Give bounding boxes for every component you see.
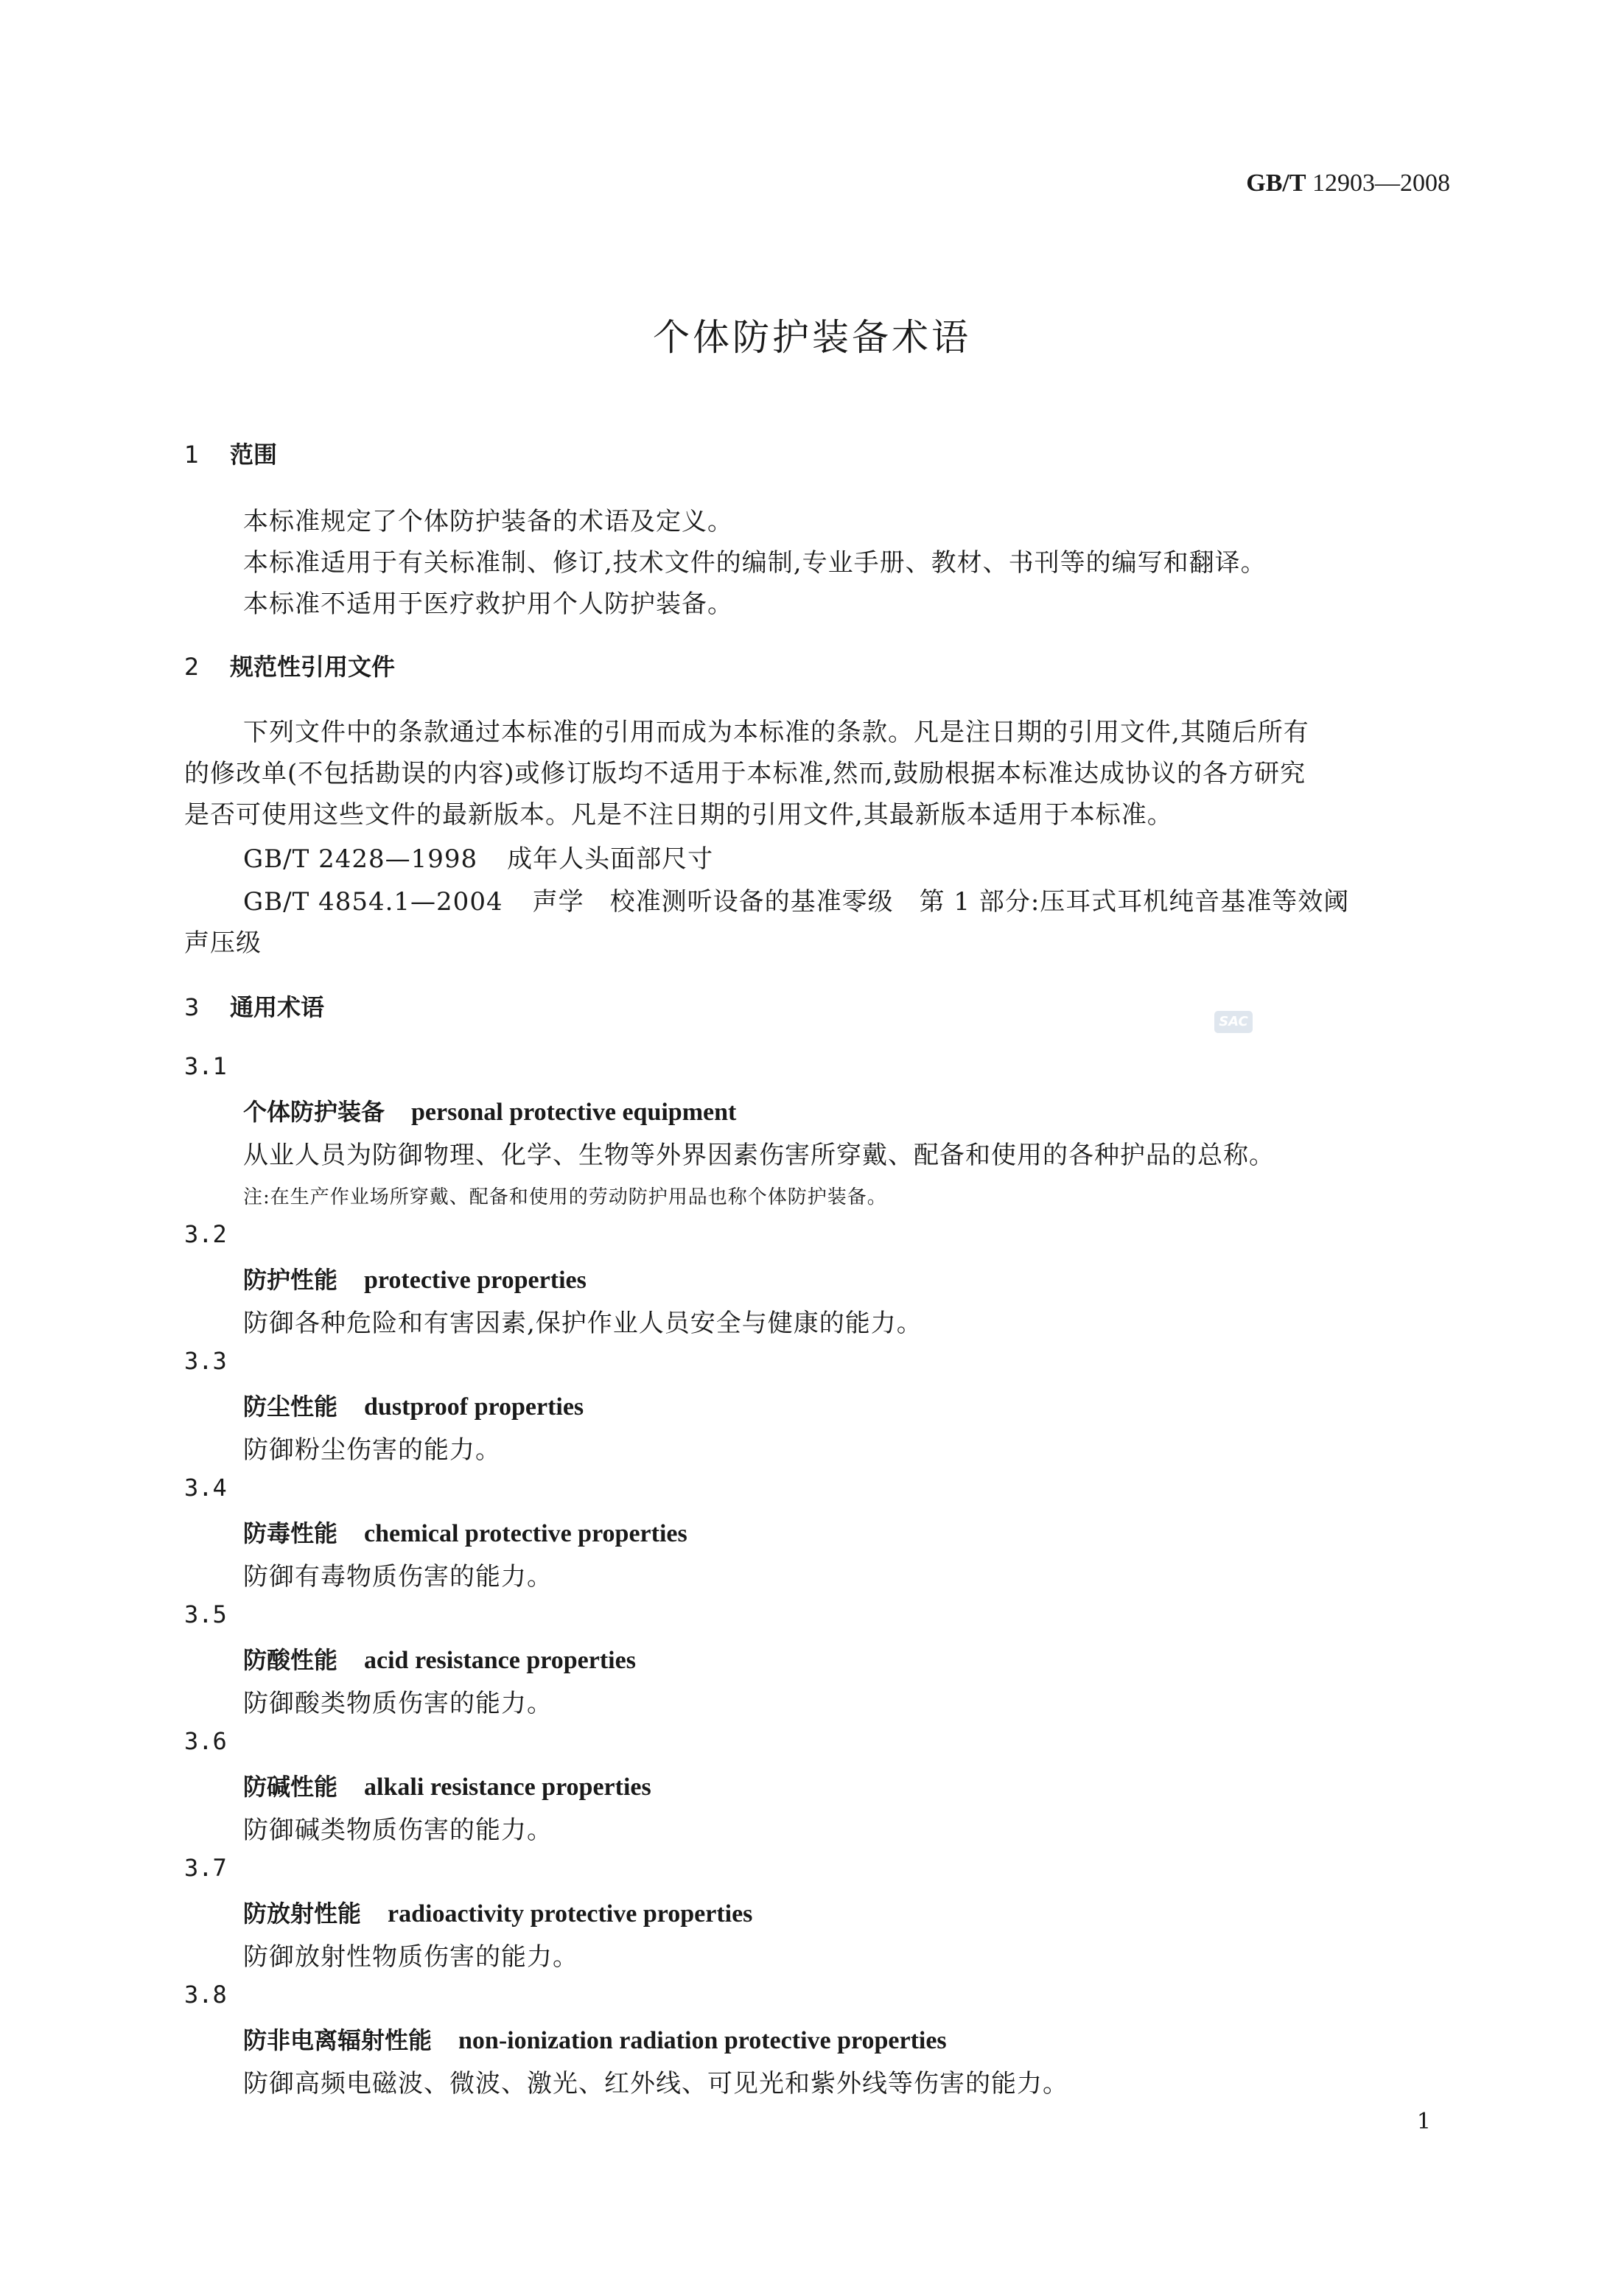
reference-item (243, 881, 1349, 917)
references-intro-line: 的修改单(不包括勘误的内容)或修订版均不适用于本标准,然而,鼓励根据本标准达成协议的各方研究 (184, 759, 1306, 788)
term-number: 3.8 (184, 1981, 227, 2009)
standard-code (1246, 169, 1450, 197)
term-heading (243, 1093, 736, 1127)
reference-code: GB/T 4854.1—2004 (243, 887, 503, 917)
page-number: 1 (1416, 2109, 1431, 2135)
term-english: acid resistance properties (364, 1647, 636, 1674)
reference-code: GB/T 2428—1998 (243, 844, 478, 874)
term-number: 3.5 (184, 1600, 227, 1628)
term-definition: 防御碱类物质伤害的能力。 (243, 1816, 553, 1845)
reference-item (243, 839, 713, 875)
term-heading (243, 2022, 947, 2056)
section-number: 1 (184, 441, 200, 469)
term-chinese: 防放射性能 (243, 1900, 362, 1928)
section-number: 2 (184, 653, 200, 681)
references-intro-line: 下列文件中的条款通过本标准的引用而成为本标准的条款。凡是注日期的引用文件,其随后所有 (243, 718, 1309, 747)
term-heading (243, 1642, 636, 1676)
term-english: radioactivity protective properties (388, 1900, 753, 1928)
term-definition: 防御高频电磁波、微波、激光、红外线、可见光和紫外线等伤害的能力。 (243, 2069, 1068, 2098)
term-number: 3.3 (184, 1347, 227, 1375)
term-chinese: 个体防护装备 (243, 1098, 385, 1126)
section-title: 范围 (230, 441, 278, 469)
term-heading (243, 1261, 587, 1295)
section-1-heading (184, 436, 277, 470)
standard-code-prefix: GB/T (1246, 169, 1306, 197)
term-definition: 防御有毒物质伤害的能力。 (243, 1562, 553, 1592)
term-english: protective properties (364, 1267, 587, 1294)
term-number: 3.4 (184, 1474, 227, 1502)
scope-paragraph: 本标准不适用于医疗救护用个人防护装备。 (243, 589, 733, 619)
section-number: 3 (184, 993, 200, 1021)
term-chinese: 防酸性能 (243, 1646, 338, 1674)
sac-watermark-logo: SAC (1214, 1011, 1253, 1033)
term-chinese: 防毒性能 (243, 1519, 338, 1547)
term-english: non-ionization radiation protective properties (458, 2027, 947, 2054)
section-title: 通用术语 (230, 993, 325, 1021)
section-title: 规范性引用文件 (230, 653, 396, 681)
section-3-heading (184, 989, 324, 1023)
term-chinese: 防非电离辐射性能 (243, 2026, 433, 2054)
term-definition: 从业人员为防御物理、化学、生物等外界因素伤害所穿戴、配备和使用的各种护品的总称。 (243, 1141, 1275, 1170)
term-english: dustproof properties (364, 1393, 584, 1421)
reference-title-continuation: 声压级 (184, 928, 262, 958)
term-number: 3.2 (184, 1220, 227, 1248)
references-intro-line: 是否可使用这些文件的最新版本。凡是不注日期的引用文件,其最新版本适用于本标准。 (184, 800, 1173, 830)
term-definition: 防御放射性物质伤害的能力。 (243, 1942, 578, 1972)
term-english: chemical protective properties (364, 1520, 687, 1547)
term-heading (243, 1388, 584, 1422)
term-english: alkali resistance properties (364, 1774, 651, 1801)
document-title: 个体防护装备术语 (653, 316, 971, 359)
term-chinese: 防尘性能 (243, 1393, 338, 1421)
term-chinese: 防护性能 (243, 1266, 338, 1294)
reference-title: 成年人头面部尺寸 (507, 844, 714, 874)
scope-paragraph: 本标准适用于有关标准制、修订,技术文件的编制,专业手册、教材、书刊等的编写和翻译。 (243, 548, 1267, 578)
term-note: 注:在生产作业场所穿戴、配备和使用的劳动防护用品也称个体防护装备。 (243, 1186, 887, 1208)
term-definition: 防御各种危险和有害因素,保护作业人员安全与健康的能力。 (243, 1309, 923, 1338)
standard-code-number: 12903—2008 (1312, 169, 1450, 197)
section-2-heading (184, 648, 395, 682)
term-number: 3.7 (184, 1854, 227, 1882)
term-definition: 防御酸类物质伤害的能力。 (243, 1689, 553, 1718)
scope-paragraph: 本标准规定了个体防护装备的术语及定义。 (243, 507, 733, 536)
term-number: 3.6 (184, 1727, 227, 1755)
term-english: personal protective equipment (411, 1099, 737, 1126)
term-definition: 防御粉尘伤害的能力。 (243, 1435, 501, 1465)
term-heading (243, 1895, 752, 1929)
term-heading (243, 1768, 651, 1802)
term-heading (243, 1515, 687, 1549)
term-chinese: 防碱性能 (243, 1773, 338, 1801)
term-number: 3.1 (184, 1052, 227, 1080)
reference-title: 声学 校准测听设备的基准零级 第 1 部分:压耳式耳机纯音基准等效阈 (532, 887, 1350, 917)
